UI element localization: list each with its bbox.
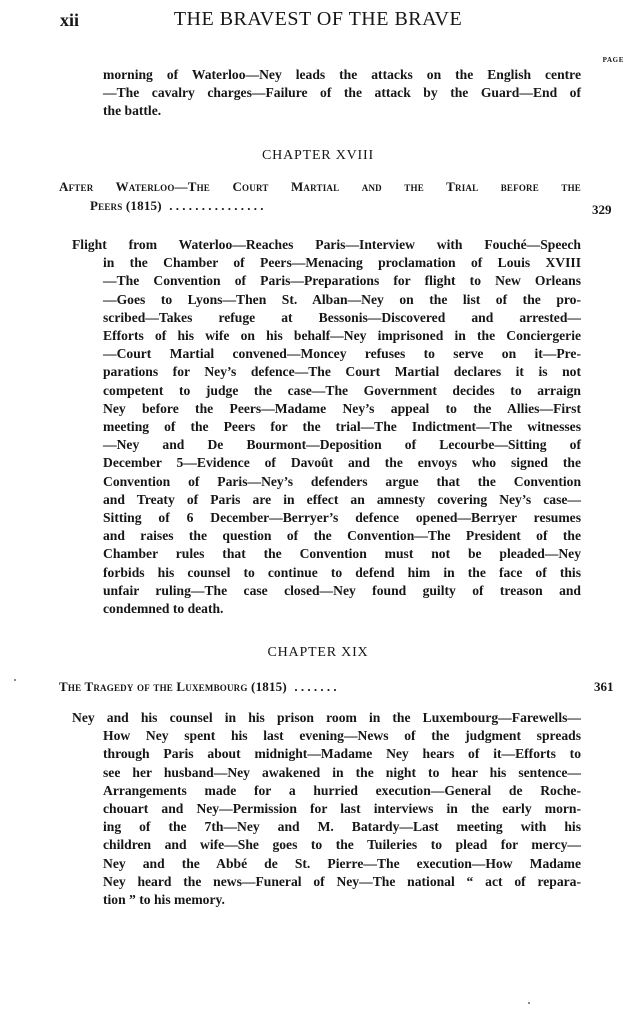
continuation-summary [103, 66, 581, 121]
summary-line: unfair ruling—The case closed—Ney found guilty of treason and [103, 582, 581, 598]
summary-line: Ney and the Abbé de St. Pierre—The execution—How Madame [103, 855, 581, 871]
summary-line: see her husband—Ney awakened in the night to hear his sentence— [103, 764, 581, 780]
chapter-title-line [59, 198, 581, 214]
summary-line: forbids his counsel to continue to defend him in the face of this [103, 564, 581, 580]
summary-line: parations for Ney’s defence—The Court Martial declares it is not [103, 364, 581, 380]
summary-line: Flight from Waterloo—Reaches Paris—Interview with Fouché—Speech [72, 237, 581, 252]
summary-line: meeting of the Peers for the trial—The Indictment—The witnesses [103, 419, 581, 435]
summary-line: the battle. [103, 103, 162, 119]
chapter-title-line [59, 679, 581, 695]
chapter-title-text: The Tragedy of the Luxembourg (1815) [59, 679, 287, 694]
summary-line: —The cavalry charges—Failure of the attack by the Guard—End of [103, 85, 581, 101]
summary-line: and raises the question of the Convention—The President of the [103, 528, 581, 544]
chapter-title-text: Peers (1815) [90, 198, 162, 213]
chapter-page-number: 361 [594, 679, 614, 694]
page-column-label: PAGE [602, 56, 624, 64]
summary-line: Arrangements made for a hurried execution—General de Roche- [103, 782, 581, 798]
summary-line: Efforts of his wife on his behalf—Ney imprisoned in the Conciergerie [103, 328, 581, 344]
summary-line: Convention of Paris—Ney’s defenders argue that the Convention [103, 473, 581, 489]
summary-line: —Goes to Lyons—Then St. Alban—Ney on the list of the pro- [103, 291, 581, 307]
summary-line: —The Convention of Paris—Preparations for flight to New Orleans [103, 273, 581, 289]
summary-line: Sitting of 6 December—Berryer’s defence opened—Berryer resumes [103, 510, 581, 526]
summary-line: —Court Martial convened—Moncey refuses to serve on it—Pre- [103, 346, 581, 362]
dot-leaders: . . . . . . . . . . . . . . . [169, 198, 264, 213]
summary-line: condemned to death. [103, 601, 224, 617]
summary-line: and Treaty of Paris are in effect an amnesty covering Ney’s case— [103, 491, 581, 507]
summary-line: Chamber rules that the Convention must not be pleaded—Ney [103, 546, 581, 562]
summary-line: morning of Waterloo—Ney leads the attacks on the English centre [103, 67, 581, 82]
chapter-heading: CHAPTER XVIII [262, 148, 374, 163]
chapter-summary [72, 236, 581, 618]
summary-line: competent to judge the case—The Government decides to arraign [103, 382, 581, 398]
summary-line: December 5—Evidence of Davoût and the envoys who signed the [103, 455, 581, 471]
page-folio: xii [60, 10, 80, 30]
summary-line: in the Chamber of Peers—Menacing proclamation of Louis XVIII [103, 255, 581, 271]
scan-speck [528, 1002, 530, 1004]
summary-line: Ney heard the news—Funeral of Ney—The national “ act of repara- [103, 873, 581, 889]
summary-line: How Ney spent his last evening—News of the judgment spreads [103, 728, 581, 744]
running-title: THE BRAVEST OF THE BRAVE [173, 8, 463, 30]
chapter-title-line: After Waterloo—The Court Martial and the Trial before the [59, 179, 581, 194]
summary-line: Ney and his counsel in his prison room in the Luxembourg—Farewells— [72, 710, 581, 725]
chapter-title [59, 179, 581, 214]
dot-leaders: . . . . . . . [294, 679, 337, 694]
summary-line: —Ney and De Bourmont—Deposition of Lecourbe—Sitting of [103, 437, 581, 453]
chapter-summary [72, 709, 581, 909]
summary-line: tion ” to his memory. [103, 892, 225, 908]
chapter-heading: CHAPTER XIX [267, 645, 369, 660]
chapter-title [59, 679, 581, 695]
summary-line: through Paris about midnight—Madame Ney hears of it—Efforts to [103, 746, 581, 762]
summary-line: ing of the 7th—Ney and M. Batardy—Last meeting with his [103, 819, 581, 835]
chapter-page-number: 329 [592, 202, 612, 217]
summary-line: Ney before the Peers—Madame Ney’s appeal to the Allies—First [103, 400, 581, 416]
summary-line: chouart and Ney—Permission for last interviews in the early morn- [103, 801, 581, 817]
scan-speck [14, 679, 16, 681]
summary-line: scribed—Takes refuge at Bessonis—Discovered and arrested— [103, 309, 581, 325]
summary-line: children and wife—She goes to the Tuileries to plead for mercy— [103, 837, 581, 853]
